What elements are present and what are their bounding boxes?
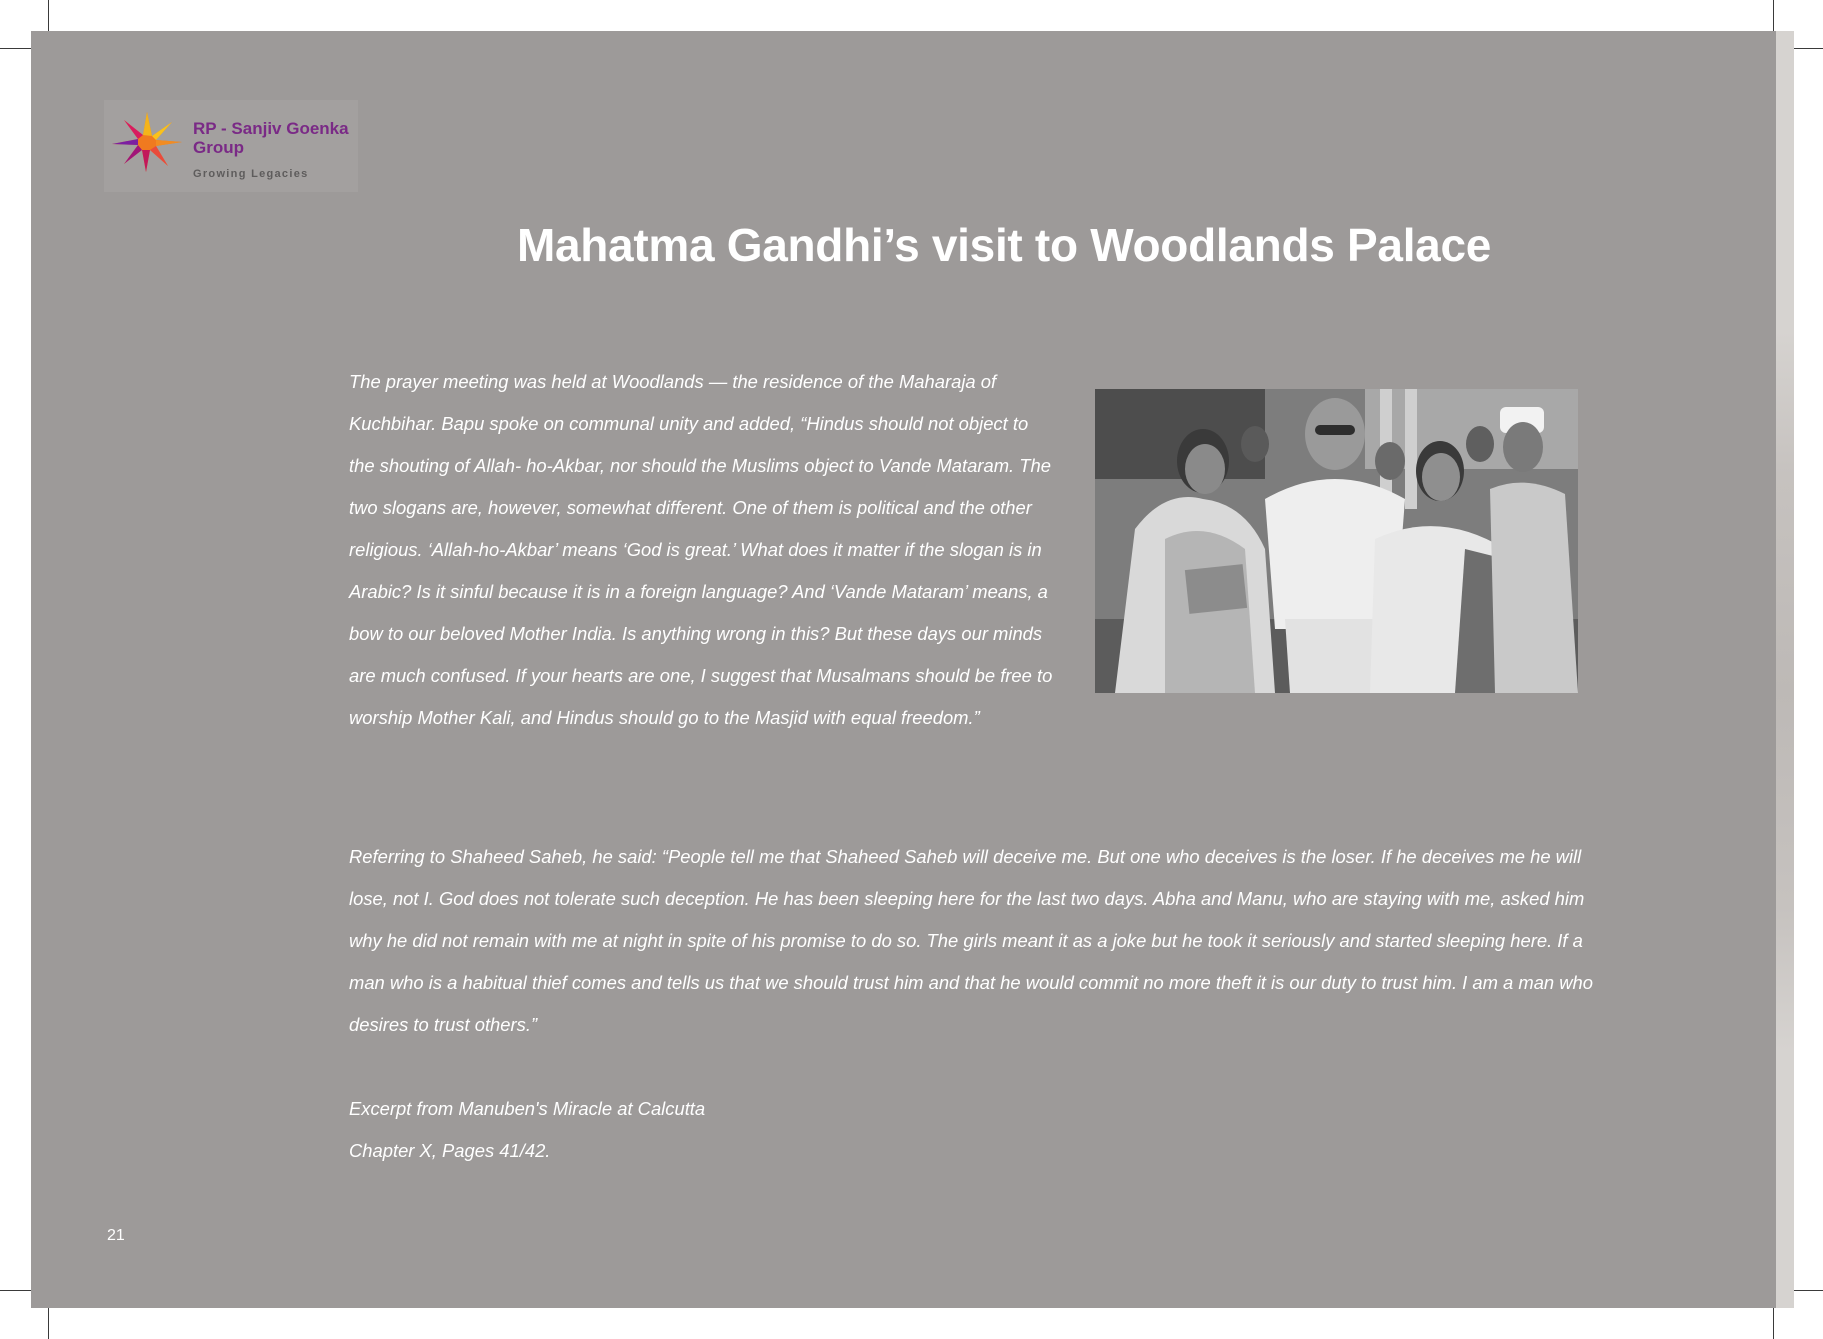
crop-mark-bottom-left-vertical — [48, 1308, 49, 1339]
facing-page-shadow — [1776, 331, 1794, 1051]
crop-mark-bottom-right-vertical — [1773, 1308, 1774, 1339]
body-paragraph-2: Referring to Shaheed Saheb, he said: “People tell me that Shaheed Saheb will deceive me. But one who deceives is the loser. If he deceives me he will lose, not I. God does not tolerate such deception. He has been sleeping here for the last two days. Abha and Manu, who are staying with me, asked him why he did not remain with me at night in spite of his promise to do so. The girls meant it as a joke but he took it seriously and started sleeping here. If a man who is a habitual thief comes and tells us that we should trust him and that he would commit no more theft it is our duty to trust him. I am a man who desires to trust others.” — [349, 846, 1594, 1035]
crop-mark-top-right-vertical — [1773, 0, 1774, 31]
body-paragraph-1: The prayer meeting was held at Woodlands — the residence of the Maharaja of Kuchbihar. Bapu spoke on communal unity and added, “Hindus should not object to the shouting of Allah- ho-Akbar, nor should the Muslims object to Vande Mataram. The two slogans are, however, somewhat different. One of them is political and the other religious. ‘Allah-ho-Akbar’ means ‘God is great.’ What does it matter if the slogan is in Arabic? Is it sinful because it is in a foreign language? And ‘Vande Mataram’ means, a bow to our beloved Mother India. Is anything wrong in this? But these days our minds are much confused. If your hearts are one, I suggest that Musalmans should be free to worship Mother Kali, and Hindus should go to the Masjid with equal freedom.” — [349, 371, 1053, 728]
source-citation — [349, 1088, 1049, 1172]
document-page — [31, 31, 1776, 1308]
citation-pages: Chapter X, Pages 41/42. — [349, 1140, 551, 1161]
page-title: Mahatma Gandhi’s visit to Woodlands Palace — [516, 219, 1492, 271]
crop-mark-top-left-horizontal — [0, 48, 31, 49]
historical-photo — [1095, 389, 1578, 693]
logo-tagline: Growing Legacies — [193, 168, 309, 180]
crop-mark-top-left-vertical — [48, 0, 49, 31]
logo-company-name: RP - Sanjiv Goenka Group — [193, 119, 349, 157]
crop-mark-bottom-left-horizontal — [0, 1290, 31, 1291]
photo-illustration-icon — [1095, 389, 1578, 693]
company-logo — [104, 100, 358, 192]
citation-source: Excerpt from Manuben's Miracle at Calcutta — [349, 1098, 706, 1119]
crop-mark-top-right-horizontal — [1794, 48, 1823, 49]
page-number: 21 — [107, 1227, 125, 1244]
star-burst-logo-icon — [110, 108, 184, 174]
facing-page-edge — [1776, 31, 1794, 1308]
crop-mark-bottom-right-horizontal — [1794, 1290, 1823, 1291]
